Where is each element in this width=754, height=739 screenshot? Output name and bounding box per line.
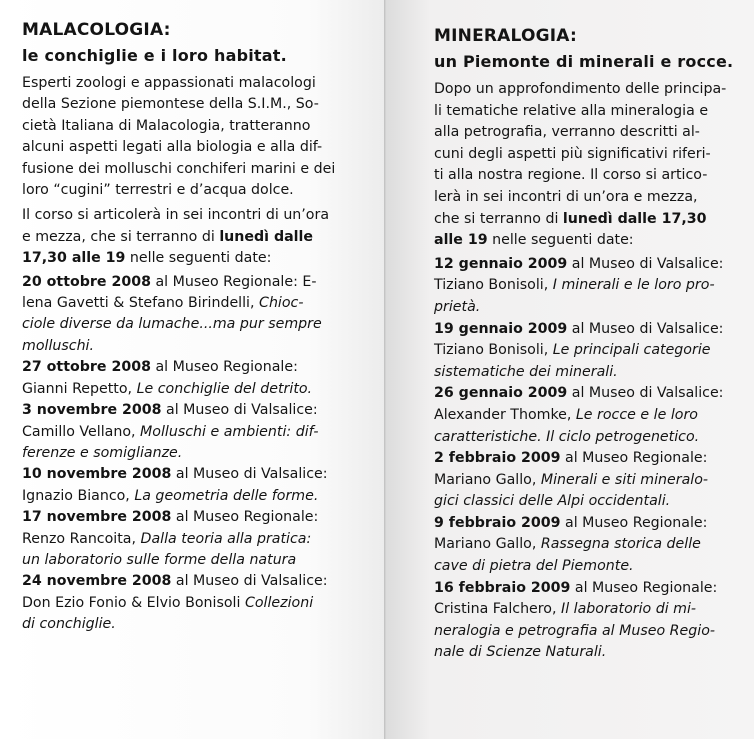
lecture-speaker: Mariano Gallo, [434,471,541,488]
lecture-title: Rassegna storica delle [540,536,701,553]
entry-header [22,272,376,293]
entry-header [434,254,750,276]
lecture-date: 3 novembre 2008 [22,402,162,419]
lecture-title: Il laboratorio di mi- [561,601,697,618]
lecture-title: nale di Scienze Naturali. [434,644,607,661]
lecture-entry [22,571,376,635]
lecture-speaker: Tiziano Bonisoli, [434,342,553,359]
lecture-venue: al Museo Regionale: [150,359,298,376]
schedule-time: alle 19 [434,232,488,249]
intro-line: della Sezione piemontese della S.I.M., So- [22,96,319,113]
right-page [386,0,754,739]
schedule-line: Il corso si articolerà in sei incontri di un’ora [22,207,330,224]
schedule-line [434,209,750,231]
lecture-title: Chioc- [259,295,304,312]
lecture-title: cave di pietra del Piemonte. [434,558,634,575]
entry-line [22,593,376,614]
lecture-title: ferenze e somiglianze. [22,444,183,461]
lecture-venue: al Museo di Valsalice: [171,573,328,590]
entry-header [434,383,750,405]
lecture-speaker: Ignazio Bianco, [22,487,135,504]
lecture-venue: al Museo di Valsalice: [567,255,724,272]
lecture-title: Collezioni [244,594,314,611]
lecture-title: La geometria delle forme. [134,487,319,504]
entry-header [434,319,750,341]
entry-line [434,362,750,384]
entry-header [22,464,376,485]
lecture-title: un laboratorio sulle forme della natura [22,551,297,568]
entry-line [434,621,750,643]
lecture-date: 26 gennaio 2009 [434,385,568,402]
lecture-venue: al Museo di Valsalice: [161,402,318,419]
entry-header [434,578,750,600]
lecture-speaker: Cristina Falchero, [434,601,562,618]
lecture-venue: al Museo di Valsalice: [567,320,724,337]
lecture-speaker: Don Ezio Fonio & Elvio Bonisoli [22,594,245,611]
entry-line [434,275,750,297]
lecture-date: 20 ottobre 2008 [22,273,151,290]
schedule-time: lunedì dalle 17,30 [562,210,707,227]
lecture-title: I minerali e le loro pro- [552,277,715,294]
lecture-venue: al Museo Regionale: [560,450,708,467]
schedule-time: 17,30 alle 19 [22,250,126,267]
entry-line [434,405,750,427]
intro-line: alla petrografia, verranno descritti al- [434,124,700,141]
lecture-venue: al Museo Regionale: [570,579,718,596]
entry-line [22,314,376,335]
lecture-entry [434,383,750,448]
entry-line [434,340,750,362]
lecture-speaker: Mariano Gallo, [434,536,541,553]
entry-line [434,297,750,319]
entry-line [434,556,750,578]
lecture-title: Dalla teoria alla pratica: [140,530,312,547]
lecture-entry [434,254,750,319]
lecture-date: 27 ottobre 2008 [22,359,151,376]
intro-line: cuni degli aspetti più significativi riferi- [434,145,711,162]
lecture-venue: al Museo Regionale: [171,509,319,526]
entry-header [22,357,376,378]
intro-line: Dopo un approfondimento delle principa- [434,81,727,97]
lecture-entry [434,319,750,384]
left-entries [22,272,376,636]
lecture-title: gici classici delle Alpi occidentali. [434,493,671,510]
entry-line [22,443,376,464]
lecture-title: Molluschi e ambienti: dif- [140,423,319,440]
schedule-line [434,230,750,252]
intro-line: cietà Italiana di Malacologia, tratteranno [22,117,311,134]
intro-line: ti alla nostra regione. Il corso si artico- [434,167,708,184]
lecture-speaker: Camillo Vellano, [22,423,141,440]
entry-line [22,614,376,635]
left-schedule [22,205,376,269]
left-title: MALACOLOGIA: [22,20,171,40]
lecture-date: 19 gennaio 2009 [434,320,568,337]
lecture-title: caratteristiche. Il ciclo petrogenetico. [434,428,700,445]
schedule-text: e mezza, che si terranno di [22,228,220,245]
entry-header [434,448,750,470]
lecture-date: 2 febbraio 2009 [434,450,561,467]
entry-line [22,550,376,571]
lecture-date: 17 novembre 2008 [22,509,172,526]
right-title: MINERALOGIA: [434,26,577,46]
schedule-line [22,227,376,248]
lecture-entry [22,357,376,400]
lecture-title: Minerali e siti mineralo- [540,471,709,488]
lecture-title: Le principali categorie [552,342,711,359]
lecture-date: 10 novembre 2008 [22,466,172,483]
schedule-time: lunedì dalle [219,228,314,245]
entry-header [22,507,376,528]
right-intro [434,79,750,252]
left-intro [22,73,376,201]
entry-header [22,571,376,592]
entry-line [22,486,376,507]
lecture-title: Le conchiglie del detrito. [136,380,313,397]
entry-line [22,379,376,400]
entry-line [22,529,376,550]
entry-line [22,422,376,443]
lecture-title: di conchiglie. [22,616,116,633]
left-subtitle: le conchiglie e i loro habitat. [22,46,287,65]
entry-line [22,336,376,357]
entry-line [434,491,750,513]
lecture-date: 12 gennaio 2009 [434,255,568,272]
entry-line [22,293,376,314]
schedule-text: nelle seguenti date: [487,232,634,249]
lecture-speaker: Gianni Repetto, [22,380,137,397]
lecture-speaker: Alexander Thomke, [434,406,576,423]
entry-line [434,427,750,449]
lecture-title: prietà. [434,298,481,315]
lecture-date: 16 febbraio 2009 [434,579,571,596]
intro-line: lerà in sei incontri di un’ora e mezza, [434,188,698,205]
entry-line [434,534,750,556]
lecture-venue: al Museo Regionale: [560,514,708,531]
lecture-speaker: Tiziano Bonisoli, [434,277,553,294]
lecture-entry [22,272,376,358]
lecture-entry [22,507,376,571]
lecture-title: molluschi. [22,337,95,354]
lecture-entry [434,513,750,578]
intro-line: Esperti zoologi e appassionati malacologi [22,75,316,91]
entry-line [434,642,750,664]
entry-header [22,400,376,421]
entry-line [434,470,750,492]
lecture-venue: al Museo di Valsalice: [567,385,724,402]
lecture-date: 24 novembre 2008 [22,573,172,590]
lecture-title: neralogia e petrografia al Museo Regio- [434,622,715,639]
lecture-venue: al Museo di Valsalice: [171,466,328,483]
lecture-title: ciole diverse da lumache...ma pur sempre [22,316,322,333]
schedule-text: nelle seguenti date: [125,250,272,267]
intro-line: li tematiche relative alla mineralogia e [434,102,709,119]
lecture-date: 9 febbraio 2009 [434,514,561,531]
intro-line: loro “cugini” terrestri e d’acqua dolce. [22,182,294,199]
lecture-entry [434,448,750,513]
lecture-speaker: Renzo Rancoita, [22,530,141,547]
schedule-line [22,248,376,269]
lecture-entry [22,400,376,464]
schedule-text: che si terranno di [434,210,563,227]
lecture-title: sistematiche dei minerali. [434,363,618,380]
lecture-venue: al Museo Regionale: E- [150,273,317,290]
entry-header [434,513,750,535]
intro-line: alcuni aspetti legati alla biologia e alla dif- [22,139,323,156]
lecture-entry [434,578,750,664]
entry-line [434,599,750,621]
intro-line: fusione dei molluschi conchiferi marini e dei [22,160,336,177]
lecture-title: Le rocce e le loro [575,406,698,423]
lecture-entry [22,464,376,507]
right-entries [434,254,750,664]
lecture-speaker: lena Gavetti & Stefano Birindelli, [22,295,260,312]
right-subtitle: un Piemonte di minerali e rocce. [434,52,734,71]
